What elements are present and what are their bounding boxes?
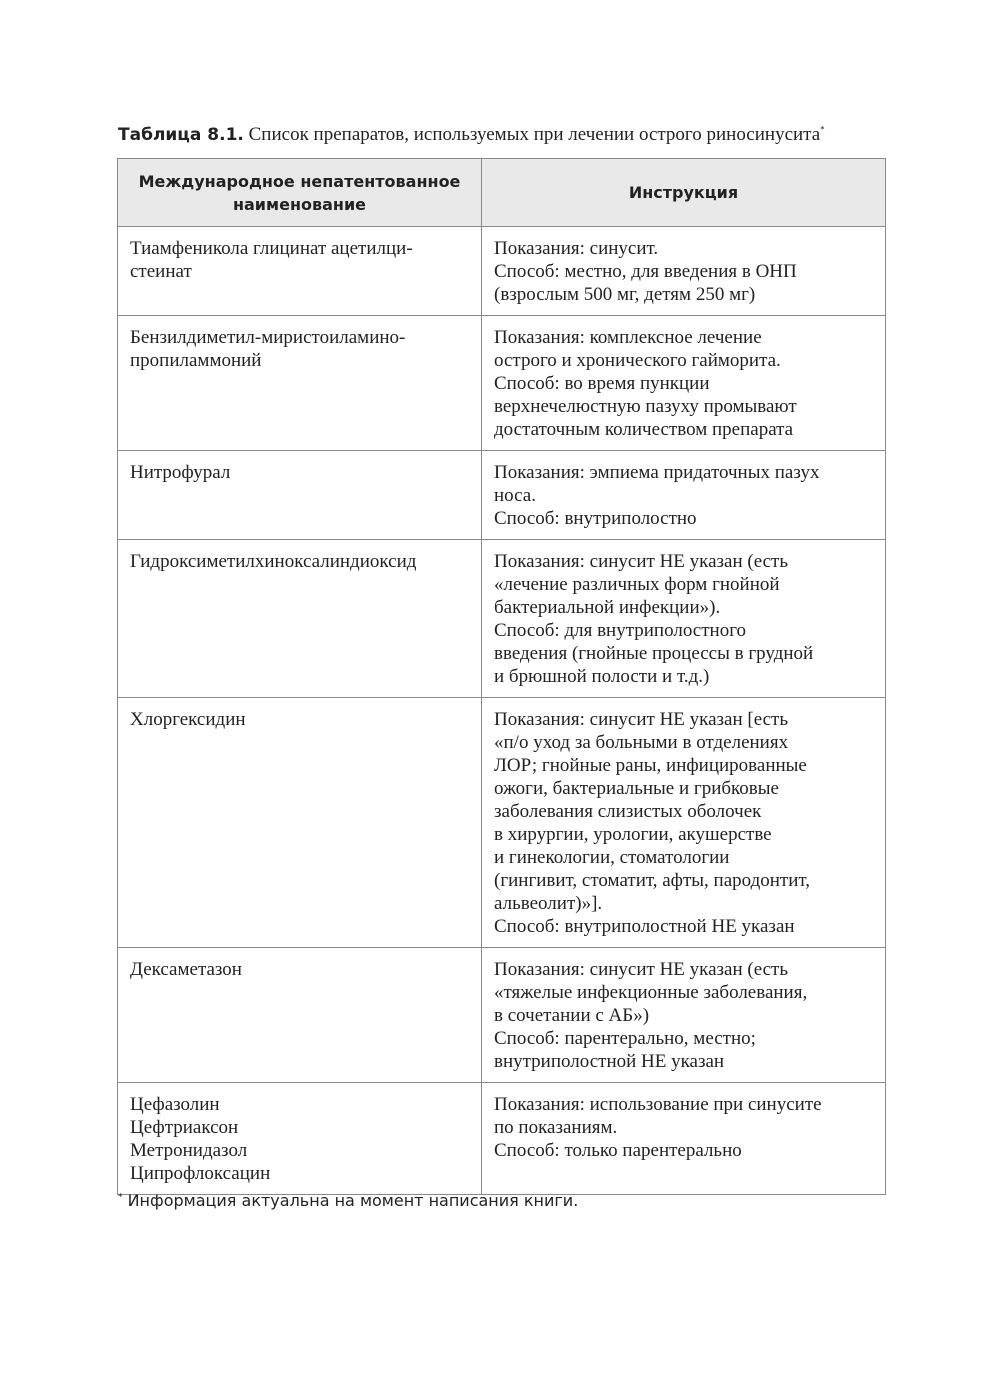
instruction-line: Показания: использование при синусите — [494, 1094, 822, 1115]
table-row — [118, 1083, 886, 1195]
footnote — [118, 1190, 578, 1212]
table-caption-label: Таблица 8.1. — [118, 125, 244, 145]
instruction-line: «тяжелые инфекционные заболевания, — [494, 982, 808, 1003]
drug-name-cell — [118, 1083, 482, 1195]
drug-name-cell — [118, 227, 482, 316]
table-caption-text: Список препаратов, используемых при лечении острого риносинусита — [243, 124, 821, 145]
instruction-line: Показания: синусит. — [494, 238, 659, 259]
instruction-line: Способ: только парентерально — [494, 1140, 742, 1161]
instruction-line: носа. — [494, 485, 536, 506]
instruction-line: достаточным количеством препарата — [494, 419, 794, 440]
instruction-line: ожоги, бактериальные и грибковые — [494, 778, 779, 799]
instruction-line: Показания: синусит НЕ указан (есть — [494, 551, 789, 572]
drug-name-line: стеинат — [130, 261, 192, 282]
table-row — [118, 316, 886, 451]
table-row — [118, 227, 886, 316]
instruction-line: «п/о уход за больными в отделениях — [494, 732, 789, 753]
instruction-line: Способ: местно, для введения в ОНП — [494, 261, 797, 282]
instruction-line: (взрослым 500 мг, детям 250 мг) — [494, 284, 756, 305]
instruction-cell — [482, 540, 886, 698]
header-instruction-column — [482, 159, 886, 227]
header-name-column — [118, 159, 482, 227]
table-row — [118, 540, 886, 698]
instruction-line: альвеолит)»]. — [494, 893, 603, 914]
header-line: Инструкция — [628, 183, 739, 202]
table-row — [118, 948, 886, 1083]
drug-name-line: Цефтриаксон — [130, 1117, 239, 1138]
drug-table — [117, 158, 886, 1195]
drug-name-cell — [118, 698, 482, 948]
header-line: Международное непатентованное — [138, 171, 461, 191]
drug-name-cell — [118, 451, 482, 540]
drug-name-cell — [118, 540, 482, 698]
instruction-line: верхнечелюстную пазуху промывают — [494, 396, 797, 417]
instruction-line: Способ: парентерально, местно; — [494, 1028, 756, 1049]
drug-name-line: Бензилдиметил-миристоиламино- — [130, 327, 406, 348]
instruction-cell — [482, 227, 886, 316]
instruction-cell — [482, 451, 886, 540]
instruction-cell — [482, 698, 886, 948]
footnote-marker: * — [118, 1192, 123, 1203]
instruction-line: Показания: эмпиема придаточных пазух — [494, 462, 820, 483]
instruction-line: бактериальной инфекции»). — [494, 597, 721, 618]
instruction-cell — [482, 316, 886, 451]
instruction-line: в сочетании с АБ») — [494, 1005, 650, 1026]
table-caption — [118, 122, 918, 148]
instruction-line: по показаниям. — [494, 1117, 618, 1138]
instruction-cell — [482, 1083, 886, 1195]
drug-name-line: Дексаметазон — [130, 959, 242, 980]
instruction-line: Способ: во время пункции — [494, 373, 710, 394]
instruction-line: острого и хронического гайморита. — [494, 350, 781, 371]
drug-name-line: Нитрофурал — [130, 462, 231, 483]
table-row — [118, 698, 886, 948]
drug-name-line: Хлоргексидин — [130, 709, 246, 730]
instruction-line: «лечение различных форм гнойной — [494, 574, 780, 595]
drug-name-cell — [118, 948, 482, 1083]
drug-name-cell — [118, 316, 482, 451]
instruction-line: Способ: внутриполостной НЕ указан — [494, 916, 795, 937]
table-row — [118, 451, 886, 540]
header-line: наименование — [232, 194, 367, 214]
instruction-line: внутриполостной НЕ указан — [494, 1051, 725, 1072]
instruction-line: Способ: для внутриполостного — [494, 620, 747, 641]
instruction-line: Показания: синусит НЕ указан [есть — [494, 709, 789, 730]
drug-name-line: Тиамфеникола глицинат ацетилци- — [130, 238, 413, 259]
drug-name-line: Ципрофлоксацин — [130, 1163, 271, 1184]
instruction-line: и гинекологии, стоматологии — [494, 847, 730, 868]
instruction-line: заболевания слизистых оболочек — [494, 801, 762, 822]
footnote-text: Информация актуальна на момент написания книги. — [122, 1191, 579, 1210]
table-header-row — [118, 159, 886, 227]
drug-name-line: Гидроксиметилхиноксалиндиоксид — [130, 551, 417, 572]
instruction-line: и брюшной полости и т.д.) — [494, 666, 710, 687]
instruction-cell — [482, 948, 886, 1083]
drug-name-line: Цефазолин — [130, 1094, 220, 1115]
instruction-line: (гингивит, стоматит, афты, пародонтит, — [494, 870, 811, 891]
instruction-line: ЛОР; гнойные раны, инфицированные — [494, 755, 807, 776]
footnote-marker: * — [820, 124, 825, 135]
drug-name-line: пропиламмоний — [130, 350, 262, 371]
instruction-line: Способ: внутриполостно — [494, 508, 697, 529]
drug-name-line: Метронидазол — [130, 1140, 248, 1161]
instruction-line: Показания: синусит НЕ указан (есть — [494, 959, 789, 980]
instruction-line: Показания: комплексное лечение — [494, 327, 762, 348]
instruction-line: в хирургии, урологии, акушерстве — [494, 824, 772, 845]
instruction-line: введения (гнойные процессы в грудной — [494, 643, 814, 664]
